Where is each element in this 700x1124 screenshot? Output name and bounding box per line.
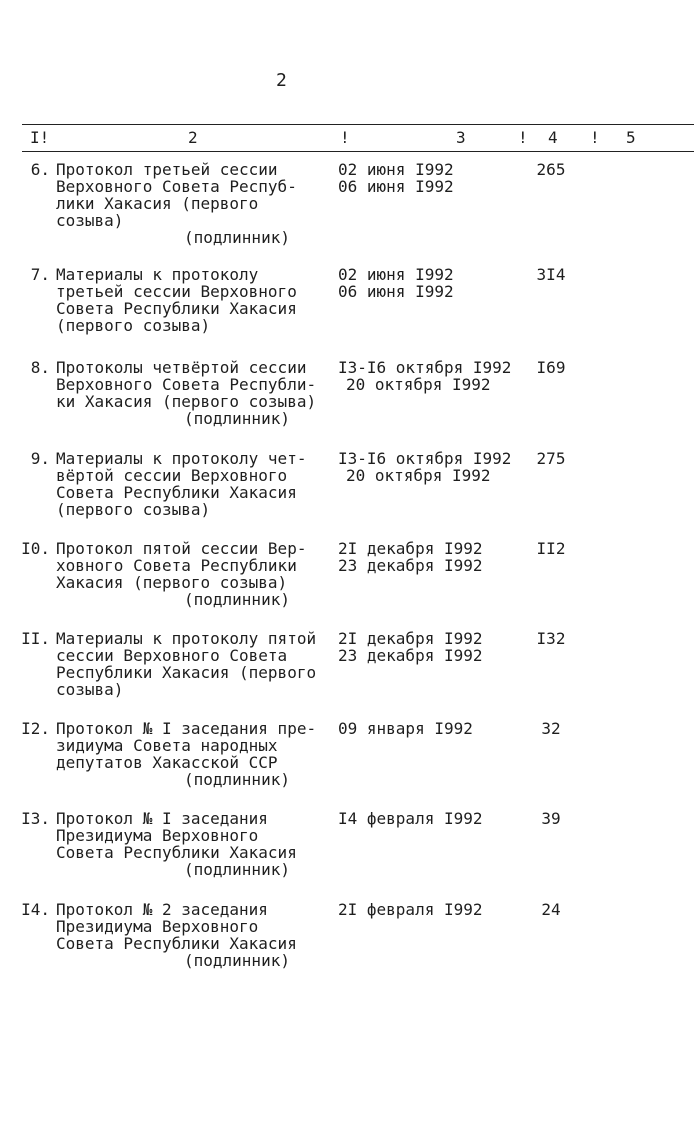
entry-title-line: созыва): [56, 211, 124, 230]
entry-title: [56, 266, 338, 334]
header-sep2: !: [518, 128, 528, 147]
entry-title: [56, 630, 338, 698]
entry-date-line: 02 июня I992: [338, 265, 454, 284]
entry-sheet-count: 3I4: [536, 265, 566, 284]
entry-number: II.: [21, 629, 50, 648]
entry-number: 7.: [30, 265, 50, 284]
entry-title-line: Протокол третьей сессии: [56, 160, 278, 179]
entry-title-line: Протокол № I заседания пре-: [56, 719, 317, 738]
entry-original-note: (подлинник): [184, 228, 290, 247]
entry-title-line: Хакасия (первого созыва): [56, 573, 288, 592]
entry-title: [56, 161, 338, 246]
entry-title-line: Протоколы четвёртой сессии: [56, 358, 307, 377]
entry-date-line: I3-I6 октября I992: [338, 449, 512, 468]
entry-title-line: Протокол № I заседания: [56, 809, 268, 828]
entry-number: 8.: [30, 358, 50, 377]
entry-date-line: I4 февраля I992: [338, 809, 483, 828]
entry-number: 6.: [30, 160, 50, 179]
entry-title-line: Материалы к протоколу чет-: [56, 449, 307, 468]
entry-title: [56, 540, 338, 608]
entry-date-line: 23 декабря I992: [338, 646, 483, 665]
entry-number: I2.: [21, 719, 50, 738]
entry-sheet-count: 32: [541, 719, 561, 738]
entry-dates: [338, 450, 528, 484]
entry-title: [56, 810, 338, 878]
entry-dates: [338, 720, 528, 737]
entry-title-line: Материалы к протоколу пятой: [56, 629, 317, 648]
entry-title-line: Совета Республики Хакасия: [56, 934, 297, 953]
entry-sheet-count: 24: [541, 900, 561, 919]
entry-number: I4.: [21, 900, 50, 919]
entry-number: 9.: [30, 449, 50, 468]
entry-date-line: 06 июня I992: [338, 282, 454, 301]
entry-title-line: (первого созыва): [56, 316, 211, 335]
entry-date-line: 20 октября I992: [346, 375, 491, 394]
entry-date-line: 06 июня I992: [338, 177, 454, 196]
header-col3: 3: [456, 128, 466, 147]
entry-dates: [338, 540, 528, 574]
entry-date-line: 2I декабря I992: [338, 539, 483, 558]
entry-title-line: Материалы к протоколу: [56, 265, 259, 284]
entry-sheet-count: I69: [536, 358, 566, 377]
entry-title-line: Верховного Совета Респуб-: [56, 177, 297, 196]
entry-original-note: (подлинник): [184, 860, 290, 879]
header-col5: 5: [626, 128, 636, 147]
page-number: 2: [276, 70, 287, 91]
entry-date-line: 2I декабря I992: [338, 629, 483, 648]
entry-dates: [338, 630, 528, 664]
header-sep3: !: [590, 128, 600, 147]
entry-title-line: (первого созыва): [56, 500, 211, 519]
entry-title-line: Совета Республики Хакасия: [56, 299, 297, 318]
entry-title-line: Президиума Верховного: [56, 826, 259, 845]
entry-dates: [338, 161, 528, 195]
header-sep1: !: [340, 128, 350, 147]
entry-title: [56, 901, 338, 969]
header-rule-top: [22, 124, 694, 125]
entry-title-line: Протокол пятой сессии Вер-: [56, 539, 307, 558]
entry-dates: [338, 266, 528, 300]
entry-title-line: Президиума Верховного: [56, 917, 259, 936]
entry-title-line: депутатов Хакасской ССР: [56, 753, 278, 772]
header-col2: 2: [188, 128, 198, 147]
header-col1: I!: [30, 128, 50, 147]
entry-title-line: созыва): [56, 680, 124, 699]
entry-title-line: Протокол № 2 заседания: [56, 900, 268, 919]
entry-original-note: (подлинник): [184, 951, 290, 970]
header-rule-bottom: [22, 151, 694, 152]
entry-dates: [338, 901, 528, 918]
entry-title-line: вёртой сессии Верховного: [56, 466, 288, 485]
entry-original-note: (подлинник): [184, 590, 290, 609]
entry-sheet-count: 275: [536, 449, 566, 468]
entry-title: [56, 359, 338, 427]
entry-dates: [338, 359, 528, 393]
entry-title-line: Республики Хакасия (первого: [56, 663, 317, 682]
entry-title-line: третьей сессии Верховного: [56, 282, 297, 301]
entry-title-line: Совета Республики Хакасия: [56, 483, 297, 502]
entry-sheet-count: II2: [536, 539, 566, 558]
entry-title-line: Верховного Совета Республи-: [56, 375, 317, 394]
entry-number: I0.: [21, 539, 50, 558]
entry-title-line: лики Хакасия (первого: [56, 194, 259, 213]
entry-title: [56, 450, 338, 518]
entry-dates: [338, 810, 528, 827]
entry-title-line: зидиума Совета народных: [56, 736, 278, 755]
entry-sheet-count: I32: [536, 629, 566, 648]
entry-sheet-count: 39: [541, 809, 561, 828]
entry-title-line: Совета Республики Хакасия: [56, 843, 297, 862]
entry-date-line: I3-I6 октября I992: [338, 358, 512, 377]
entry-original-note: (подлинник): [184, 770, 290, 789]
entry-sheet-count: 265: [536, 160, 566, 179]
header-col4: 4: [548, 128, 558, 147]
entry-date-line: 09 января I992: [338, 719, 473, 738]
entry-date-line: 23 декабря I992: [338, 556, 483, 575]
entry-title-line: сессии Верховного Совета: [56, 646, 288, 665]
entry-date-line: 20 октября I992: [346, 466, 491, 485]
entry-title-line: ховного Совета Республики: [56, 556, 297, 575]
entry-title: [56, 720, 338, 788]
entry-date-line: 02 июня I992: [338, 160, 454, 179]
entry-original-note: (подлинник): [184, 409, 290, 428]
entry-date-line: 2I февраля I992: [338, 900, 483, 919]
entry-number: I3.: [21, 809, 50, 828]
entry-title-line: ки Хакасия (первого созыва): [56, 392, 317, 411]
